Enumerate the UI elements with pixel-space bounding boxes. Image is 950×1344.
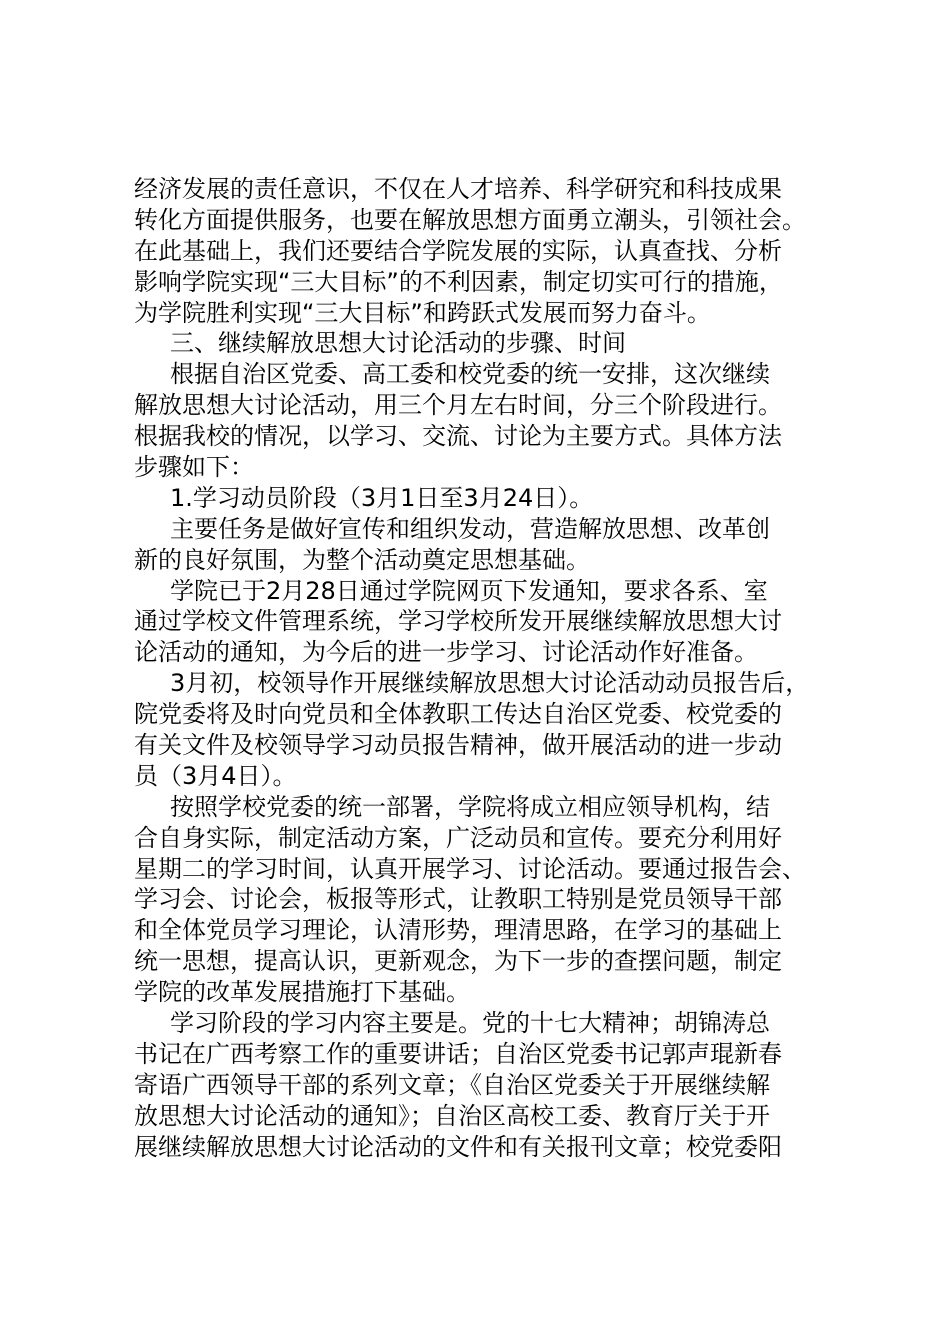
text-line: 学院已于2月28日通过学院网页下发通知，要求各系、室 — [170, 576, 768, 605]
text-line: 星期二的学习时间，认真开展学习、讨论活动。要通过报告会、 — [134, 854, 806, 883]
text-line: 根据自治区党委、高工委和校党委的统一安排，这次继续 — [170, 360, 770, 389]
text-line: 步骤如下： — [134, 453, 254, 482]
text-line: 为学院胜利实现“三大目标”和跨跃式发展而努力奋斗。 — [134, 298, 711, 327]
text-line: 通过学校文件管理系统，学习学校所发开展继续解放思想大讨 — [134, 607, 782, 636]
text-line: 统一思想，提高认识，更新观念，为下一步的查摆问题，制定 — [134, 947, 782, 976]
text-line: 寄语广西领导干部的系列文章；《自治区党委关于开展继续解 — [134, 1070, 770, 1099]
document-body — [134, 174, 854, 1163]
text-line: 和全体党员学习理论，认清形势，理清思路，在学习的基础上 — [134, 916, 782, 945]
text-line: 经济发展的责任意识，不仅在人才培养、科学研究和科技成果 — [134, 175, 782, 203]
text-line: 书记在广西考察工作的重要讲话；自治区党委书记郭声琨新春 — [134, 1039, 782, 1068]
text-line: 学习阶段的学习内容主要是。党的十七大精神；胡锦涛总 — [170, 1009, 770, 1038]
text-line: 学习会、讨论会，板报等形式，让教职工特别是党员领导干部 — [134, 885, 782, 914]
text-line: 合自身实际，制定活动方案，广泛动员和宣传。要充分利用好 — [134, 823, 782, 852]
text-line: 转化方面提供服务，也要在解放思想方面勇立潮头，引领社会。 — [134, 205, 806, 234]
text-line: 展继续解放思想大讨论活动的文件和有关报刊文章；校党委阳 — [134, 1132, 782, 1161]
text-line: 按照学校党委的统一部署，学院将成立相应领导机构，结 — [170, 792, 770, 821]
text-line: 有关文件及校领导学习动员报告精神，做开展活动的进一步动 — [134, 731, 782, 760]
text-line: 1.学习动员阶段（3月1日至3月24日）。 — [170, 483, 594, 512]
text-line: 3月初，校领导作开展继续解放思想大讨论活动动员报告后， — [170, 669, 810, 698]
text-line: 放思想大讨论活动的通知》；自治区高校工委、教育厅关于开 — [134, 1101, 770, 1130]
text-line: 在此基础上，我们还要结合学院发展的实际，认真查找、分析 — [134, 236, 782, 265]
text-line: 论活动的通知，为今后的进一步学习、讨论活动作好准备。 — [134, 638, 758, 667]
text-line: 主要任务是做好宣传和组织发动，营造解放思想、改革创 — [170, 514, 770, 543]
text-line: 新的良好氛围，为整个活动奠定思想基础。 — [134, 545, 590, 574]
text-line: 学院的改革发展措施打下基础。 — [134, 978, 470, 1007]
text-line: 员（3月4日）。 — [134, 761, 297, 790]
text-line: 影响学院实现“三大目标”的不利因素，制定切实可行的措施， — [134, 267, 783, 296]
text-line: 院党委将及时向党员和全体教职工传达自治区党委、校党委的 — [134, 700, 782, 729]
text-line: 根据我校的情况，以学习、交流、讨论为主要方式。具体方法 — [134, 422, 782, 451]
text-line: 解放思想大讨论活动，用三个月左右时间，分三个阶段进行。 — [134, 391, 782, 420]
text-line: 三、继续解放思想大讨论活动的步骤、时间 — [170, 329, 626, 358]
